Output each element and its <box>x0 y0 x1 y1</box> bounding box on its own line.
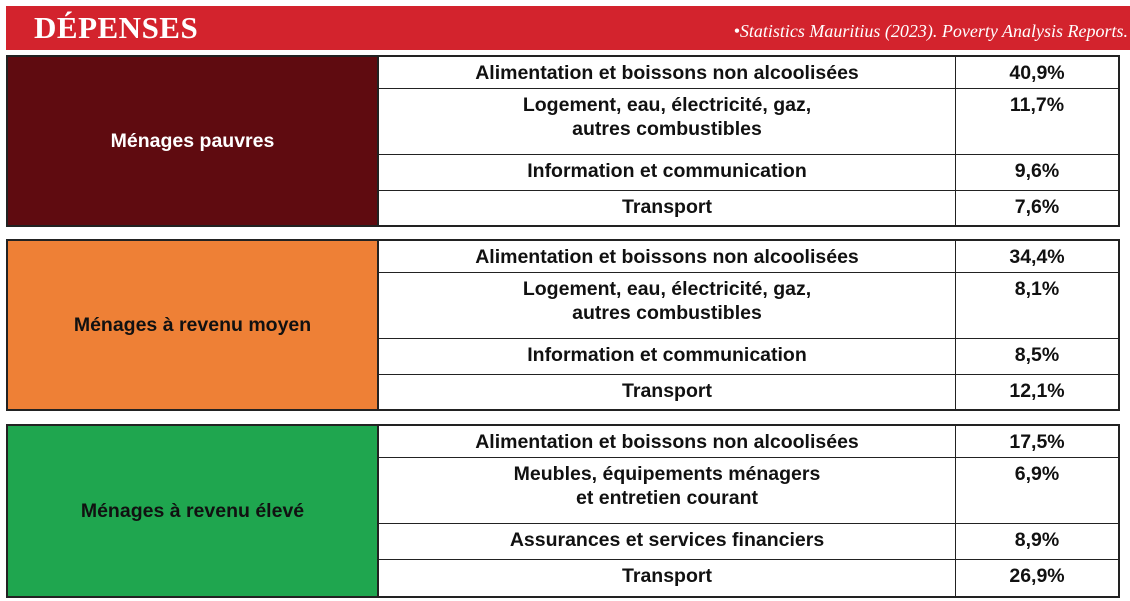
category-cell: Meubles, équipements ménagers et entretien courant <box>379 458 956 523</box>
table-row <box>379 273 1118 339</box>
category-cell: Information et communication <box>379 339 956 374</box>
table-row <box>379 339 1118 375</box>
table-row <box>379 375 1118 409</box>
value-cell: 9,6% <box>1014 160 1060 182</box>
table-row <box>379 57 1118 89</box>
value-cell: 6,9% <box>1014 463 1060 485</box>
value-cell: 34,4% <box>1009 246 1065 268</box>
value-cell: 8,9% <box>1014 529 1060 551</box>
category-cell: Logement, eau, électricité, gaz, autres combustibles <box>379 273 956 338</box>
category-cell: Alimentation et boissons non alcoolisées <box>379 241 956 272</box>
table-row <box>379 155 1118 191</box>
value-cell: 26,9% <box>1009 565 1065 587</box>
category-cell: Alimentation et boissons non alcoolisées <box>379 426 956 457</box>
value-cell: 11,7% <box>1009 94 1065 116</box>
group-poor-households <box>6 55 1120 227</box>
page-title: DÉPENSES <box>34 10 199 45</box>
category-cell: Information et communication <box>379 155 956 190</box>
table-row <box>379 191 1118 225</box>
value-cell: 8,5% <box>1014 344 1060 366</box>
table-row <box>379 241 1118 273</box>
value-cell: 40,9% <box>1009 62 1065 84</box>
value-cell: 8,1% <box>1014 278 1060 300</box>
table-row <box>379 524 1118 560</box>
table-row <box>379 560 1118 596</box>
group-label: Ménages pauvres <box>8 57 379 225</box>
header-banner <box>6 6 1130 50</box>
category-cell: Logement, eau, électricité, gaz, autres combustibles <box>379 89 956 154</box>
value-cell: 7,6% <box>1014 196 1060 218</box>
category-cell: Transport <box>379 560 956 596</box>
table-row <box>379 89 1118 155</box>
category-cell: Alimentation et boissons non alcoolisées <box>379 57 956 88</box>
table-row <box>379 458 1118 524</box>
category-cell: Transport <box>379 191 956 225</box>
source-note: •Statistics Mauritius (2023). Poverty Analysis Reports. <box>733 21 1128 41</box>
group-label: Ménages à revenu élevé <box>8 426 379 596</box>
group-middle-income-households <box>6 239 1120 411</box>
group-high-income-households <box>6 424 1120 598</box>
category-cell: Assurances et services financiers <box>379 524 956 559</box>
category-cell: Transport <box>379 375 956 409</box>
group-label: Ménages à revenu moyen <box>8 241 379 409</box>
table-row <box>379 426 1118 458</box>
value-cell: 12,1% <box>1009 380 1065 402</box>
value-cell: 17,5% <box>1009 431 1065 453</box>
